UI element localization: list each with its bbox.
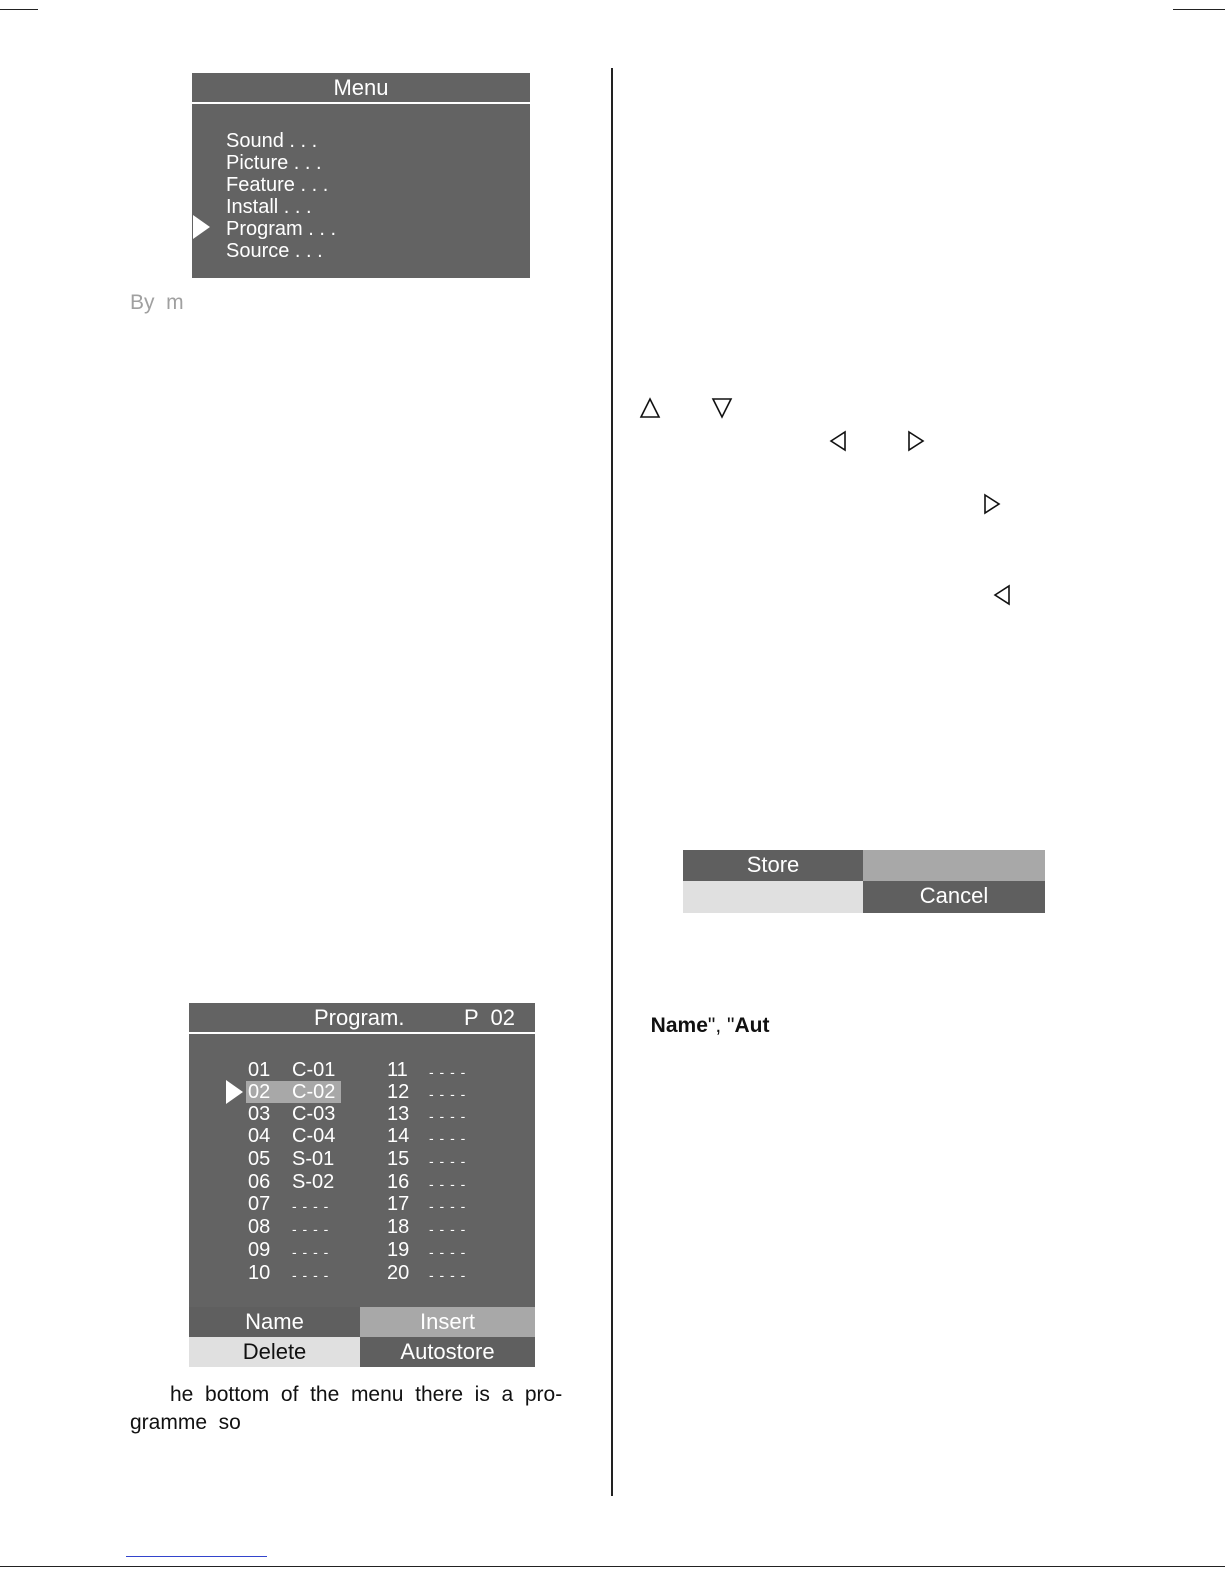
program-row-empty[interactable]: - - - - — [429, 1153, 467, 1169]
program-row-empty[interactable]: - - - - — [429, 1198, 467, 1214]
program-table-panel — [189, 1003, 535, 1367]
program-row-empty[interactable]: - - - - — [429, 1086, 467, 1102]
store-dialog-empty-cell — [863, 850, 1045, 881]
program-table-title: Program. — [314, 1005, 405, 1030]
name-keyword: Name — [650, 1014, 708, 1037]
program-row-empty[interactable]: - - - - — [292, 1244, 330, 1260]
program-row-empty[interactable]: - - - - — [429, 1244, 467, 1260]
crop-mark-right — [1173, 9, 1225, 10]
program-row-num[interactable]: 12 — [387, 1081, 410, 1103]
name-button[interactable]: Name — [189, 1307, 360, 1337]
insert-button[interactable]: Insert — [360, 1307, 535, 1337]
program-row-name[interactable]: C-03 — [292, 1103, 336, 1125]
program-row-empty[interactable]: - - - - — [429, 1176, 467, 1192]
store-dialog — [683, 850, 1045, 913]
program-row-empty[interactable]: - - - - — [429, 1108, 467, 1124]
triangle-right-icon — [906, 430, 926, 452]
delete-button[interactable]: Delete — [189, 1337, 360, 1367]
main-menu-panel — [192, 73, 530, 278]
program-row-num[interactable]: 05 — [248, 1148, 271, 1170]
program-row-empty[interactable]: - - - - — [292, 1267, 330, 1283]
triangle-left-icon — [828, 430, 848, 452]
programme-sort-text-line1: he bottom of the menu there is a pro- — [170, 1383, 563, 1406]
intro-text: By m — [130, 291, 184, 314]
program-row-name[interactable]: C-04 — [292, 1125, 336, 1147]
menu-item-install[interactable]: Install . . . — [226, 196, 312, 218]
aut-keyword: Aut — [734, 1014, 770, 1037]
program-row-num[interactable]: 11 — [387, 1059, 408, 1081]
triangle-up-icon — [639, 397, 661, 419]
program-row-num[interactable]: 06 — [248, 1171, 271, 1193]
triangle-left-icon — [992, 584, 1012, 606]
current-program-indicator: P 02 — [464, 1005, 515, 1030]
program-row-name[interactable]: C-01 — [292, 1059, 336, 1081]
program-row-num[interactable]: 10 — [248, 1262, 271, 1284]
crop-mark-left — [0, 9, 38, 10]
program-row-num[interactable]: 09 — [248, 1239, 271, 1261]
triangle-down-icon — [711, 397, 733, 419]
program-row-num[interactable]: 18 — [387, 1216, 410, 1238]
program-row-name[interactable]: S-01 — [292, 1148, 335, 1170]
menu-item-source[interactable]: Source . . . — [226, 240, 323, 262]
program-row-num[interactable]: 03 — [248, 1103, 271, 1125]
program-row-num[interactable]: 07 — [248, 1193, 271, 1215]
column-divider — [611, 68, 613, 1496]
triangle-right-icon — [982, 493, 1002, 515]
store-dialog-empty-cell — [683, 881, 863, 913]
autostore-button[interactable]: Autostore — [360, 1337, 535, 1367]
programme-sort-text-line2: gramme so — [130, 1411, 241, 1434]
text-separator: ", " — [707, 1014, 735, 1037]
program-row-num[interactable]: 19 — [387, 1239, 410, 1261]
program-row-num[interactable]: 04 — [248, 1125, 271, 1147]
program-row-num[interactable]: 16 — [387, 1171, 410, 1193]
program-row-num[interactable]: 13 — [387, 1103, 410, 1125]
program-row-name[interactable]: C-02 — [292, 1081, 336, 1103]
menu-item-sound[interactable]: Sound . . . — [226, 130, 318, 152]
cancel-button[interactable]: Cancel — [863, 881, 1045, 913]
program-row-num[interactable]: 14 — [387, 1125, 410, 1147]
program-row-empty[interactable]: - - - - — [429, 1267, 467, 1283]
program-row-num[interactable]: 17 — [387, 1193, 410, 1215]
store-button[interactable]: Store — [683, 850, 863, 881]
menu-item-feature[interactable]: Feature . . . — [226, 174, 329, 196]
menu-item-program[interactable]: Program . . . — [226, 218, 337, 240]
selection-arrow-icon — [193, 215, 210, 239]
program-row-num[interactable]: 02 — [248, 1081, 271, 1103]
main-menu-title: Menu — [192, 73, 530, 104]
program-table-header — [189, 1003, 535, 1034]
program-row-empty[interactable]: - - - - — [429, 1130, 467, 1146]
program-row-empty[interactable]: - - - - — [429, 1064, 467, 1080]
program-row-num[interactable]: 08 — [248, 1216, 271, 1238]
footer-link-underline — [126, 1556, 267, 1557]
program-row-empty[interactable]: - - - - — [292, 1198, 330, 1214]
name-aut-text — [639, 984, 769, 1040]
program-row-num[interactable]: 20 — [387, 1262, 410, 1284]
program-row-name[interactable]: S-02 — [292, 1171, 335, 1193]
selection-arrow-icon — [226, 1080, 243, 1104]
program-row-empty[interactable]: - - - - — [429, 1221, 467, 1237]
program-row-empty[interactable]: - - - - — [292, 1221, 330, 1237]
menu-item-picture[interactable]: Picture . . . — [226, 152, 322, 174]
program-row-num[interactable]: 15 — [387, 1148, 410, 1170]
program-row-num[interactable]: 01 — [248, 1059, 271, 1081]
footer-rule — [0, 1566, 1225, 1567]
